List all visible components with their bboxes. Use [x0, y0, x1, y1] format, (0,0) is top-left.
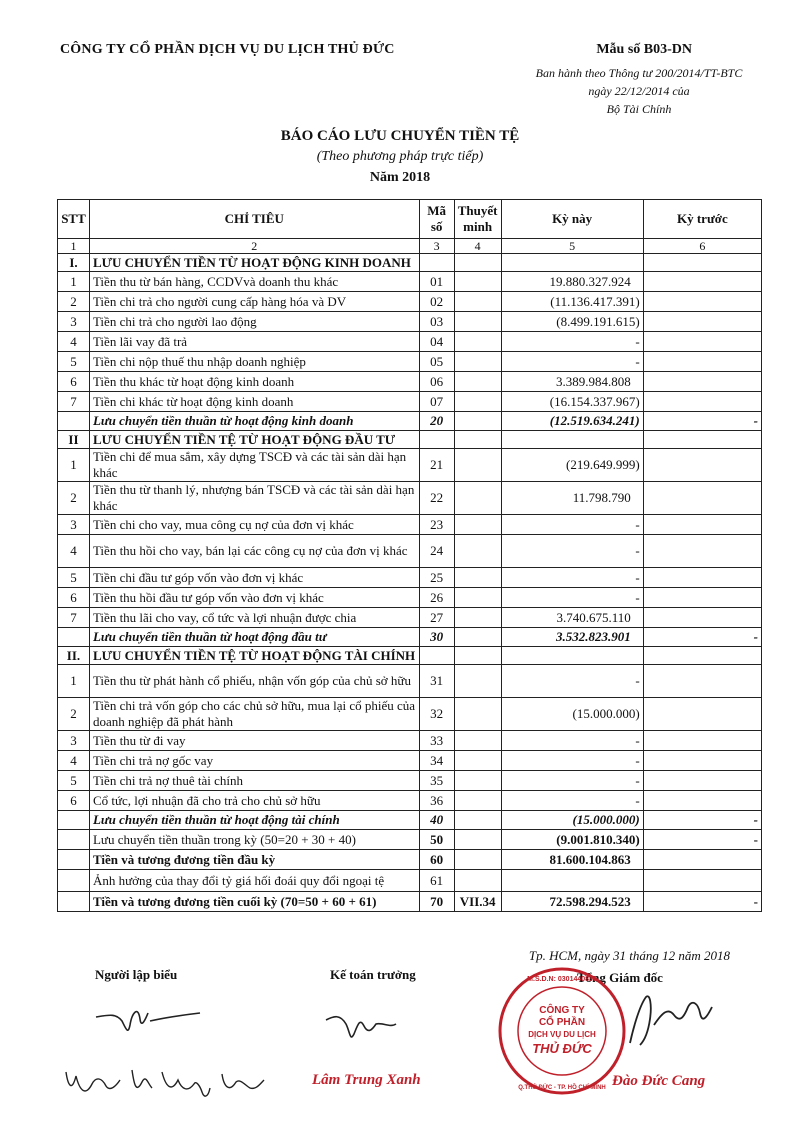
row-previous — [643, 791, 761, 811]
table-header-row — [58, 200, 762, 239]
table-row — [58, 482, 762, 515]
row-stt: 1 — [58, 449, 90, 482]
total-row-net-flow — [58, 830, 762, 850]
chief-accountant-name: Lâm Trung Xanh — [312, 1072, 421, 1088]
row-code: 25 — [419, 568, 454, 588]
col-header-code-l2: số — [430, 219, 443, 234]
row-stt: 5 — [58, 568, 90, 588]
row-stt: 4 — [58, 751, 90, 771]
section-row-operating — [58, 254, 762, 272]
row-current: 11.798.790 — [501, 482, 643, 515]
table-row — [58, 272, 762, 292]
subtotal-row-financing — [58, 811, 762, 830]
row-previous — [643, 392, 761, 412]
row-previous — [643, 332, 761, 352]
table-row — [58, 392, 762, 412]
chief-accountant-title: Kế toán trưởng — [330, 967, 416, 982]
row-stt: 3 — [58, 312, 90, 332]
row-label: Tiền chi trả cho người cung cấp hàng hóa và DV — [89, 292, 419, 312]
col-header-previous: Kỳ trước — [643, 200, 761, 239]
issuance-note — [524, 64, 754, 118]
index-row — [58, 239, 762, 254]
subtotal-current: 3.532.823.901 — [501, 628, 643, 647]
row-stt: 4 — [58, 535, 90, 568]
row-previous — [643, 731, 761, 751]
row-stt: 5 — [58, 352, 90, 372]
total-previous: - — [643, 830, 761, 850]
row-current: - — [501, 588, 643, 608]
row-stt: 7 — [58, 392, 90, 412]
col-header-code-l1: Mã — [427, 203, 447, 218]
row-label: Tiền thu từ bán hàng, CCDVvà doanh thu khác — [89, 272, 419, 292]
svg-text:CÔNG TY: CÔNG TY — [539, 1005, 585, 1016]
total-current: 81.600.104.863 — [501, 850, 643, 870]
index-cell: 2 — [89, 239, 419, 254]
row-current: 3.740.675.110 — [501, 608, 643, 628]
total-previous — [643, 870, 761, 892]
director-name: Đào Đức Cang — [612, 1073, 706, 1089]
row-stt: 3 — [58, 515, 90, 535]
row-stt: 3 — [58, 731, 90, 751]
row-code: 23 — [419, 515, 454, 535]
row-stt: 6 — [58, 372, 90, 392]
row-label: Tiền chi trả nợ gốc vay — [89, 751, 419, 771]
subtotal-label: Lưu chuyển tiền thuần từ hoạt động kinh doanh — [89, 412, 419, 431]
index-cell: 1 — [58, 239, 90, 254]
total-current: (9.001.810.340) — [501, 830, 643, 850]
row-label: Tiền thu từ phát hành cổ phiếu, nhận vốn góp của chủ sở hữu — [89, 665, 419, 698]
row-code: 05 — [419, 352, 454, 372]
row-current: - — [501, 568, 643, 588]
total-code: 70 — [419, 892, 454, 912]
col-header-note — [454, 200, 501, 239]
total-current — [501, 870, 643, 892]
row-stt: 4 — [58, 332, 90, 352]
subtotal-previous: - — [643, 811, 761, 830]
total-current: 72.598.294.523 — [501, 892, 643, 912]
row-previous — [643, 535, 761, 568]
form-number: Mẫu số B03-DN — [596, 42, 692, 57]
row-label: Tiền lãi vay đã trả — [89, 332, 419, 352]
row-code: 07 — [419, 392, 454, 412]
row-stt: 6 — [58, 588, 90, 608]
col-header-code — [419, 200, 454, 239]
row-stt: 6 — [58, 791, 90, 811]
total-code: 60 — [419, 850, 454, 870]
row-label: Tiền thu hồi cho vay, bán lại các công cụ nợ của đơn vị khác — [89, 535, 419, 568]
table-row — [58, 698, 762, 731]
row-previous — [643, 751, 761, 771]
issuance-line-3: Bộ Tài Chính — [606, 102, 672, 116]
subtotal-row-operating — [58, 412, 762, 431]
table-row — [58, 515, 762, 535]
row-label: Tiền chi cho vay, mua công cụ nợ của đơn vị khác — [89, 515, 419, 535]
table-row — [58, 535, 762, 568]
row-code: 36 — [419, 791, 454, 811]
row-label: Tiền thu khác từ hoạt động kinh doanh — [89, 372, 419, 392]
preparer-signature-image — [88, 995, 208, 1040]
section-number: II. — [58, 647, 90, 665]
total-label: Tiền và tương đương tiền đầu kỳ — [89, 850, 419, 870]
svg-text:THỦ ĐỨC: THỦ ĐỨC — [532, 1041, 592, 1056]
row-previous — [643, 272, 761, 292]
row-label: Tiền thu lãi cho vay, cổ tức và lợi nhuận được chia — [89, 608, 419, 628]
total-previous: - — [643, 892, 761, 912]
row-code: 24 — [419, 535, 454, 568]
row-current: (15.000.000) — [501, 698, 643, 731]
table-row — [58, 751, 762, 771]
row-label: Cổ tức, lợi nhuận đã cho trả cho chủ sở hữu — [89, 791, 419, 811]
row-stt: 7 — [58, 608, 90, 628]
row-previous — [643, 568, 761, 588]
row-code: 21 — [419, 449, 454, 482]
row-current: (16.154.337.967) — [501, 392, 643, 412]
row-code: 27 — [419, 608, 454, 628]
row-label: Tiền chi trả cho người lao động — [89, 312, 419, 332]
row-code: 04 — [419, 332, 454, 352]
place-date: Tp. HCM, ngày 31 tháng 12 năm 2018 — [528, 948, 730, 963]
table-row — [58, 608, 762, 628]
row-current: - — [501, 515, 643, 535]
svg-text:DỊCH VỤ DU LỊCH: DỊCH VỤ DU LỊCH — [528, 1030, 596, 1039]
total-row-fx-effect — [58, 870, 762, 892]
table-row — [58, 312, 762, 332]
row-current: 3.389.984.808 — [501, 372, 643, 392]
subtotal-label: Lưu chuyển tiền thuần từ hoạt động đầu tư — [89, 628, 419, 647]
company-name: CÔNG TY CỔ PHẦN DỊCH VỤ DU LỊCH THỦ ĐỨC — [60, 42, 395, 57]
total-code: 61 — [419, 870, 454, 892]
row-code: 33 — [419, 731, 454, 751]
row-label: Tiền thu từ thanh lý, nhượng bán TSCĐ và các tài sản dài hạn khác — [89, 482, 419, 515]
table-row — [58, 771, 762, 791]
company-stamp-image — [496, 965, 628, 1097]
row-current: - — [501, 731, 643, 751]
total-row-opening-cash — [58, 850, 762, 870]
row-code: 03 — [419, 312, 454, 332]
col-header-note-l1: Thuyết — [457, 203, 498, 218]
row-code: 32 — [419, 698, 454, 731]
cash-flow-table — [57, 199, 762, 912]
row-previous — [643, 608, 761, 628]
row-previous — [643, 449, 761, 482]
svg-text:Q.THỦ ĐỨC - TP. HỒ CHÍ MINH: Q.THỦ ĐỨC - TP. HỒ CHÍ MINH — [518, 1085, 606, 1091]
total-label: Lưu chuyển tiền thuần trong kỳ (50=20 + 30 + 40) — [89, 830, 419, 850]
row-stt: 5 — [58, 771, 90, 791]
subtotal-current: (12.519.634.241) — [501, 412, 643, 431]
index-cell: 5 — [501, 239, 643, 254]
row-code: 22 — [419, 482, 454, 515]
col-header-item: CHỈ TIÊU — [89, 200, 419, 239]
svg-text:M.S.D.N: 0301440836: M.S.D.N: 0301440836 — [527, 976, 597, 983]
report-year: Năm 2018 — [369, 170, 431, 185]
row-code: 35 — [419, 771, 454, 791]
row-previous — [643, 771, 761, 791]
row-label: Tiền chi trả nợ thuê tài chính — [89, 771, 419, 791]
report-subtitle: (Theo phương pháp trực tiếp) — [316, 149, 484, 164]
row-current: (219.649.999) — [501, 449, 643, 482]
total-row-closing-cash — [58, 892, 762, 912]
row-current: - — [501, 791, 643, 811]
subtotal-current: (15.000.000) — [501, 811, 643, 830]
issuance-line-2: ngày 22/12/2014 của — [588, 84, 690, 98]
subtotal-previous: - — [643, 412, 761, 431]
row-code: 31 — [419, 665, 454, 698]
row-label: Tiền chi nộp thuế thu nhập doanh nghiệp — [89, 352, 419, 372]
row-code: 34 — [419, 751, 454, 771]
row-code: 01 — [419, 272, 454, 292]
section-title: LƯU CHUYỂN TIỀN TỆ TỪ HOẠT ĐỘNG ĐẦU TƯ — [89, 431, 419, 449]
section-number: II — [58, 431, 90, 449]
total-code: 50 — [419, 830, 454, 850]
row-current: 19.880.327.924 — [501, 272, 643, 292]
row-label: Tiền chi để mua sắm, xây dựng TSCĐ và các tài sản dài hạn khác — [89, 449, 419, 482]
section-title: LƯU CHUYỂN TIỀN TỆ TỪ HOẠT ĐỘNG TÀI CHÍNH — [89, 647, 419, 665]
subtotal-row-investing — [58, 628, 762, 647]
row-current: - — [501, 665, 643, 698]
row-previous — [643, 482, 761, 515]
col-header-note-l2: minh — [463, 219, 493, 234]
row-previous — [643, 698, 761, 731]
row-label: Tiền thu từ đi vay — [89, 731, 419, 751]
subtotal-label: Lưu chuyển tiền thuần từ hoạt động tài chính — [89, 811, 419, 830]
chief-accountant-signature-image — [320, 1000, 410, 1045]
row-code: 26 — [419, 588, 454, 608]
row-stt: 2 — [58, 482, 90, 515]
index-cell: 4 — [454, 239, 501, 254]
row-label: Tiền chi đầu tư góp vốn vào đơn vị khác — [89, 568, 419, 588]
table-row — [58, 791, 762, 811]
table-row — [58, 588, 762, 608]
row-stt: 1 — [58, 665, 90, 698]
subtotal-code: 20 — [419, 412, 454, 431]
table-row — [58, 568, 762, 588]
section-title: LƯU CHUYỂN TIỀN TỪ HOẠT ĐỘNG KINH DOANH — [89, 254, 419, 272]
table-row — [58, 449, 762, 482]
total-label: Tiền và tương đương tiền cuối kỳ (70=50 + 60 + 61) — [89, 892, 419, 912]
preparer-handwritten-name-image — [62, 1062, 272, 1102]
index-cell: 6 — [643, 239, 761, 254]
row-current: - — [501, 771, 643, 791]
director-signature-image — [610, 985, 720, 1055]
issuance-line-1: Ban hành theo Thông tư 200/2014/TT-BTC — [535, 66, 743, 80]
col-header-current: Kỳ này — [501, 200, 643, 239]
index-cell: 3 — [419, 239, 454, 254]
row-label: Tiền thu hồi đầu tư góp vốn vào đơn vị khác — [89, 588, 419, 608]
table-row — [58, 352, 762, 372]
row-previous — [643, 292, 761, 312]
row-current: - — [501, 332, 643, 352]
table-row — [58, 665, 762, 698]
row-previous — [643, 588, 761, 608]
total-note: VII.34 — [454, 892, 501, 912]
row-code: 06 — [419, 372, 454, 392]
preparer-title: Người lập biểu — [95, 967, 178, 982]
row-previous — [643, 372, 761, 392]
row-current: - — [501, 352, 643, 372]
row-previous — [643, 312, 761, 332]
row-previous — [643, 515, 761, 535]
subtotal-previous: - — [643, 628, 761, 647]
svg-text:CỔ PHẦN: CỔ PHẦN — [538, 1017, 586, 1028]
table-row — [58, 372, 762, 392]
table-row — [58, 731, 762, 751]
row-current: (8.499.191.615) — [501, 312, 643, 332]
row-previous — [643, 665, 761, 698]
row-stt: 2 — [58, 292, 90, 312]
director-title: Tổng Giám đốc — [577, 970, 663, 985]
row-label: Tiền chi trả vốn góp cho các chủ sở hữu, mua lại cổ phiếu của doanh nghiệp đã phát hành — [89, 698, 419, 731]
row-previous — [643, 352, 761, 372]
col-header-stt: STT — [58, 200, 90, 239]
subtotal-code: 30 — [419, 628, 454, 647]
table-row — [58, 292, 762, 312]
row-current: (11.136.417.391) — [501, 292, 643, 312]
subtotal-code: 40 — [419, 811, 454, 830]
row-code: 02 — [419, 292, 454, 312]
section-number: I. — [58, 254, 90, 272]
row-current: - — [501, 751, 643, 771]
section-row-financing — [58, 647, 762, 665]
row-stt: 2 — [58, 698, 90, 731]
row-label: Tiền chi khác từ hoạt động kinh doanh — [89, 392, 419, 412]
section-row-investing — [58, 431, 762, 449]
total-label: Ảnh hưởng của thay đổi tỷ giá hối đoái quy đổi ngoại tệ — [89, 870, 419, 892]
table-row — [58, 332, 762, 352]
row-current: - — [501, 535, 643, 568]
report-title: BÁO CÁO LƯU CHUYỂN TIỀN TỆ — [280, 128, 520, 144]
total-previous — [643, 850, 761, 870]
row-stt: 1 — [58, 272, 90, 292]
